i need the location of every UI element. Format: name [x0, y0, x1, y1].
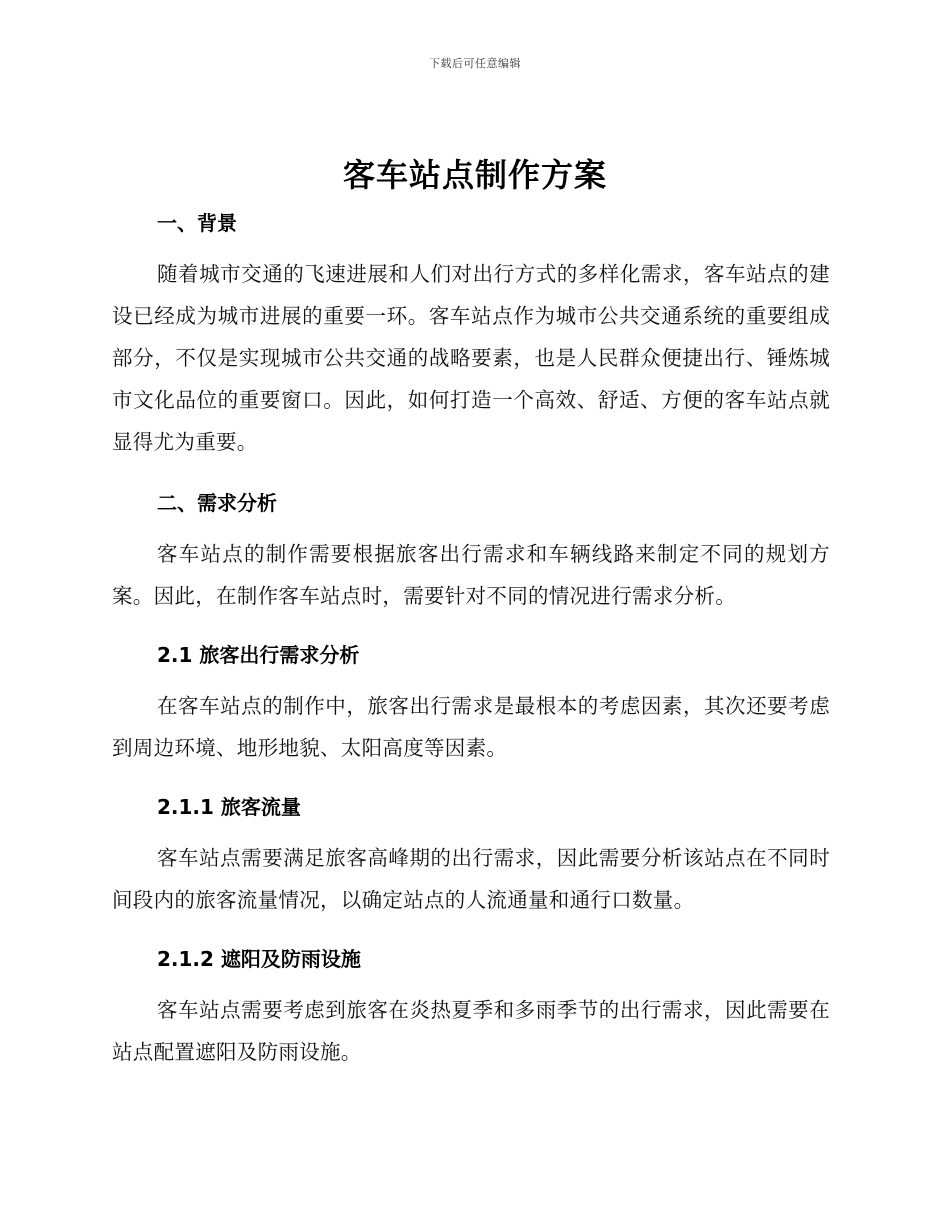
document-title: 客车站点制作方案 — [342, 156, 607, 194]
header-note: 下载后可任意编辑 — [429, 57, 521, 70]
section-heading-requirements: 二、需求分析 — [157, 491, 277, 515]
section-heading-passenger-flow: 2.1.1 旅客流量 — [157, 795, 301, 819]
section-paragraph-passenger-flow: 客车站点需要满足旅客高峰期的出行需求，因此需要分析该站点在不同时间段内的旅客流量情况，以确定站点的人流通量和通行口数量。 — [112, 846, 830, 912]
section-heading-shade-rain: 2.1.2 遮阳及防雨设施 — [157, 947, 361, 971]
section-paragraph-background: 随着城市交通的飞速进展和人们对出行方式的多样化需求，客车站点的建设已经成为城市进展的重要一环。客车站点作为城市公共交通系统的重要组成部分，不仅是实现城市公共交通的战略要素，也是人民群众便捷出行、锤炼城市文化品位的重要窗口。因此，如何打造一个高效、舒适、方便的客车站点就显得尤为重要。 — [112, 262, 830, 454]
section-paragraph-requirements: 客车站点的制作需要根据旅客出行需求和车辆线路来制定不同的规划方案。因此，在制作客车站点时，需要针对不同的情况进行需求分析。 — [112, 542, 830, 608]
section-paragraph-passenger-demand: 在客车站点的制作中，旅客出行需求是最根本的考虑因素，其次还要考虑到周边环境、地形地貌、太阳高度等因素。 — [112, 694, 830, 760]
section-paragraph-shade-rain: 客车站点需要考虑到旅客在炎热夏季和多雨季节的出行需求，因此需要在站点配置遮阳及防雨设施。 — [112, 998, 830, 1064]
section-heading-background: 一、背景 — [157, 211, 237, 235]
section-heading-passenger-demand: 2.1 旅客出行需求分析 — [157, 643, 360, 667]
